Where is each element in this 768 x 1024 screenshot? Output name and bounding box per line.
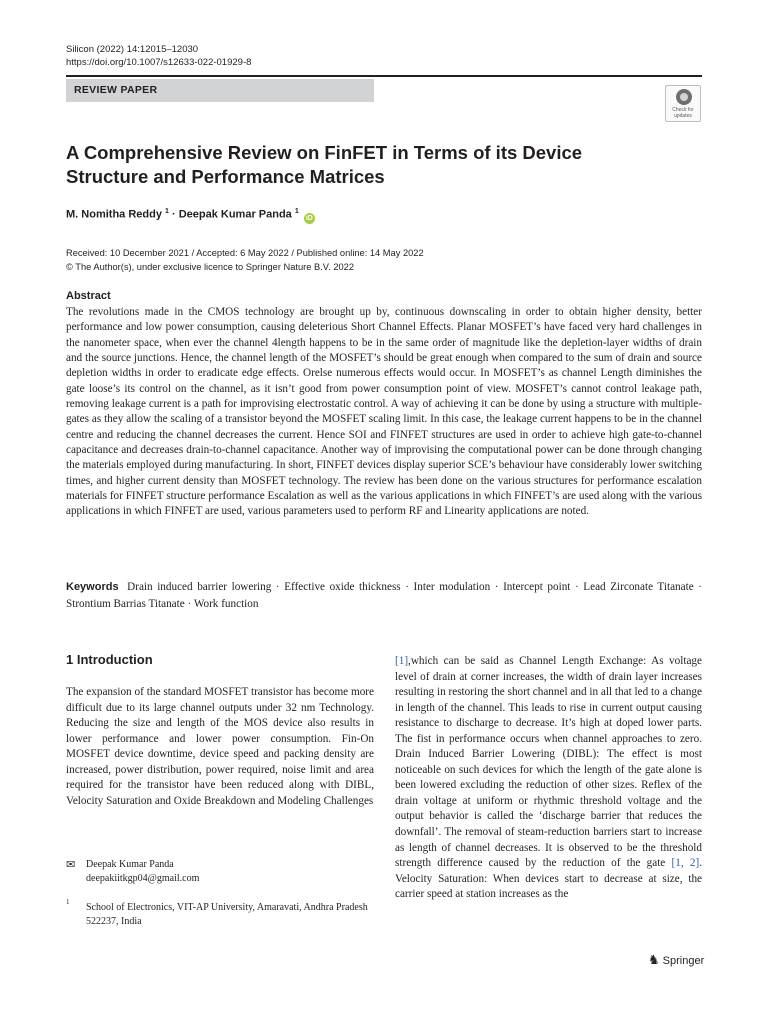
author-list [66,208,315,224]
orcid-icon[interactable]: iD [305,214,313,222]
doi-link[interactable]: https://doi.org/10.1007/s12633-022-01929-8 [66,57,252,68]
header-rule [66,75,702,77]
body-text: ,which can be said as Channel Length Exchange: As voltage level of drain at corner increases, the width of drain layer increases resulting in restoring the short channel and in all that led to a change in length of the channel. This leads to rise in current output causing resistance to discharge to decrease. It’s high at doped lower parts. The fist in performance occurs when channel approaches to zero. Drain Induced Barrier Lowering (DIBL): The effect is most noticeable on such devices for which the length of the gate alone is been lowered excluding the reduction of other sizes. Reflex of the drain voltage at uniform or rhythmic threshold voltage and the output behavior is called the ‘discharge barrier that reduces the downfall’. The removal of steam-reduction barriers start to increase as length of channel decreases. It is observed to be the threshold strength difference caused by the reduction of the gate [395,655,702,870]
intro-column-left: The expansion of the standard MOSFET transistor has become more difficult due to its large channel outputs under 32 nm Technology. Reducing the size and length of the MOS device also results in lower performance and lower power consumption. Fin-On MOSFET device downtime, device speed and packing density are increased, power distribution, power required, noise limit and area required for the transistor have been reduced along with DIBL, Velocity Saturation and Oxide Breakdown and Modeling Challenges [66,686,374,807]
citation-link[interactable]: [1, 2] [671,857,700,870]
body-text: . Velocity Saturation: When devices start to decrease at size, the carrier speed at station increases as the [395,857,702,901]
author-affiliation-marker: 1 [294,208,299,215]
abstract-heading: Abstract [66,290,111,302]
check-updates-icon [676,89,692,105]
corresponding-author-email[interactable]: deepakiitkgp04@gmail.com [86,873,200,884]
author-name[interactable]: Deepak Kumar Panda [178,208,292,221]
keywords-section [66,579,702,613]
section-heading: 1 Introduction [66,652,153,667]
envelope-icon: ✉ [66,859,76,871]
author-separator: · [168,208,179,221]
check-for-updates-badge[interactable] [665,85,701,122]
keywords-label: Keywords [66,581,119,593]
abstract-text: The revolutions made in the CMOS technology are brought up by, continuous downscaling in order to obtain higher density, better performance and low power consumption, causing deleterious Short Channel Effects. Planar MOSFET’s have faced very hard challenges in the nanometer space, when ever the channel 4length happens to be in the same order of magnitude like the depletion-layer widths of drain and the source junctions. Hence, the channel length of the MOSFET’s should be great enough when compared to the sum of drain and source depletion widths in order to eradicate edge effects. Orelse numerous effects would occur. In MOSFET’s as channel Length diminishes the gate loose’s its control on the channel, as it isn’t good from power consumption point of view. MOSFET’s cannot control leakage path, removing leakage current is a path for improvising electrostatic control. A way of achieving it can be done by using a structure with multiple-gates as they allow the scaling of a transistor beyond the MOSFET scaling limit. In this case, the leakage current happens to be in the channel centre and reducing the channel decreases the current. Hence SOI and FINFET structures are used in order to achieve high gate-to-channel capacitance and decreases drain-to-channel capacitance. Another way of improvising the computational power can be done through changing the materials employed during manufacturing. In short, FINFET devices display superior SCE’s behaviour have considerably lower switching times, and higher current density than MOSFET technology. The review has been done on the various structures for performance escalation materials for FINFET structure performance Escalation as well as the various applications in which FINFET’s are used along with the various applications in which FINFET are used, various parameters used to perform RF and Linearity applications are noted. [66,306,702,518]
journal-reference [66,43,251,69]
publication-dates: Received: 10 December 2021 / Accepted: 6 May 2022 / Published online: 14 May 2022 [66,248,424,258]
corresponding-author-name: Deepak Kumar Panda [86,859,174,870]
copyright-line [66,262,354,272]
affiliation-text: School of Electronics, VIT-AP University, Amaravati, Andhra Pradesh 522237, India [86,902,368,927]
copyright-text: The Author(s), under exclusive licence to Springer Nature B.V. 2022 [75,262,354,272]
springer-horse-icon: ♞ [648,952,660,967]
journal-citation: Silicon (2022) 14:12015–12030 [66,44,199,55]
copyright-icon: © [66,262,73,272]
keywords-list: Drain induced barrier lowering · Effective oxide thickness · Inter modulation · Intercept point · Lead Zirconate Titanate · Strontium Barrias Titanate · Work function [66,581,702,610]
publisher-logo [648,952,704,968]
paper-title: A Comprehensive Review on FinFET in Terms of its Device Structure and Performance Matrices [66,142,583,187]
check-updates-label: Check for updates [672,107,694,119]
intro-column-right [395,654,702,903]
author-affiliation-marker: 1 [165,208,169,215]
affiliation-number: 1 [66,898,70,906]
citation-link[interactable]: [1] [395,655,409,667]
author-name[interactable]: M. Nomitha Reddy [66,208,162,221]
article-type-label: REVIEW PAPER [74,84,158,96]
publisher-name: Springer [662,955,705,967]
